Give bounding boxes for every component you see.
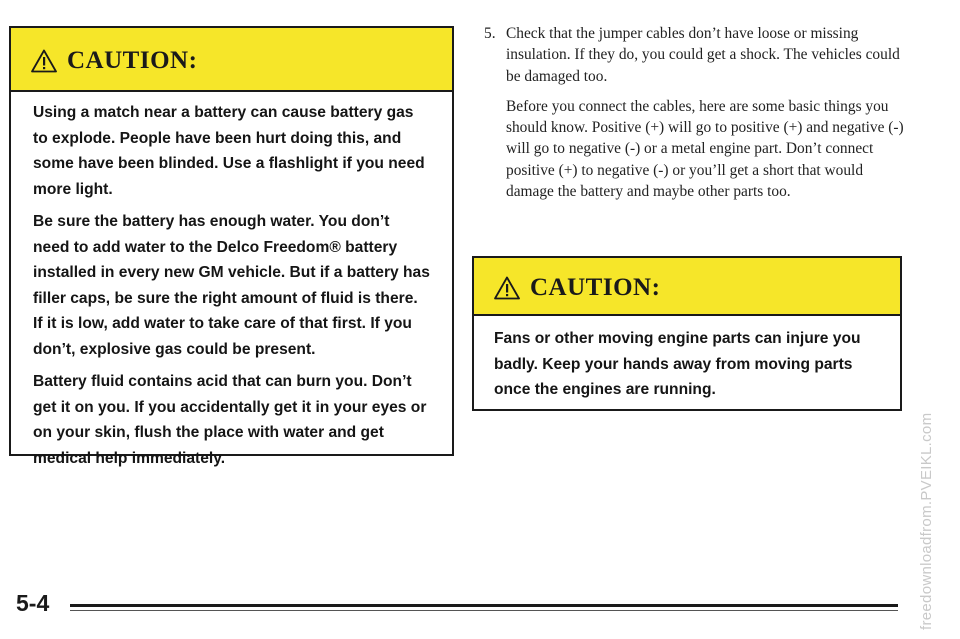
caution-body <box>474 316 900 403</box>
warning-triangle-icon <box>31 49 57 73</box>
instructions-text <box>484 23 904 202</box>
footer-rule-thin <box>70 610 898 611</box>
caution-paragraph: Using a match near a battery can cause battery gas to explode. People have been hurt doing this, and some have been blinded. Use a flashlight if you need more light. <box>33 104 425 198</box>
footer-rule <box>70 604 898 607</box>
step-text: Check that the jumper cables don’t have loose or missing insulation. If they do, you could get a shock. The vehicles could be damaged too. <box>506 25 900 85</box>
caution-paragraph: Be sure the battery has enough water. You don’t need to add water to the Delco Freedom® battery installed in every new GM vehicle. But if a battery has filler caps, be sure the right amount of fluid is there. If it is low, add water to take care of that first. If you don’t, explosive gas could be present. <box>33 213 430 358</box>
caution-title: CAUTION: <box>530 274 661 301</box>
warning-triangle-icon <box>494 276 520 300</box>
watermark: freedownloadfrom.PVEIKL.com <box>918 412 935 630</box>
caution-body <box>11 92 452 471</box>
caution-header <box>474 258 900 316</box>
caution-paragraph: Battery fluid contains acid that can burn you. Don’t get it on you. If you accidentally get it in your eyes or on your skin, flush the place with water and get medical help immediately. <box>33 373 427 467</box>
caution-title: CAUTION: <box>67 47 198 74</box>
caution-paragraph: Fans or other moving engine parts can injure you badly. Keep your hands away from moving parts once the engines are running. <box>494 330 861 398</box>
step-number: 5. <box>484 25 496 42</box>
caution-header <box>11 28 452 92</box>
basics-paragraph: Before you connect the cables, here are some basic things you should know. Positive (+) will go to positive (+) and negative (-) will go to negative (-) or a metal engine part. Don’t connect positive (+) to negative (-) or you’ll get a short that would damage the battery and maybe other parts too. <box>506 97 904 201</box>
step-item <box>484 23 904 87</box>
caution-box-battery <box>9 26 454 467</box>
page-number: 5-4 <box>16 590 50 616</box>
caution-box-fans <box>472 256 902 411</box>
